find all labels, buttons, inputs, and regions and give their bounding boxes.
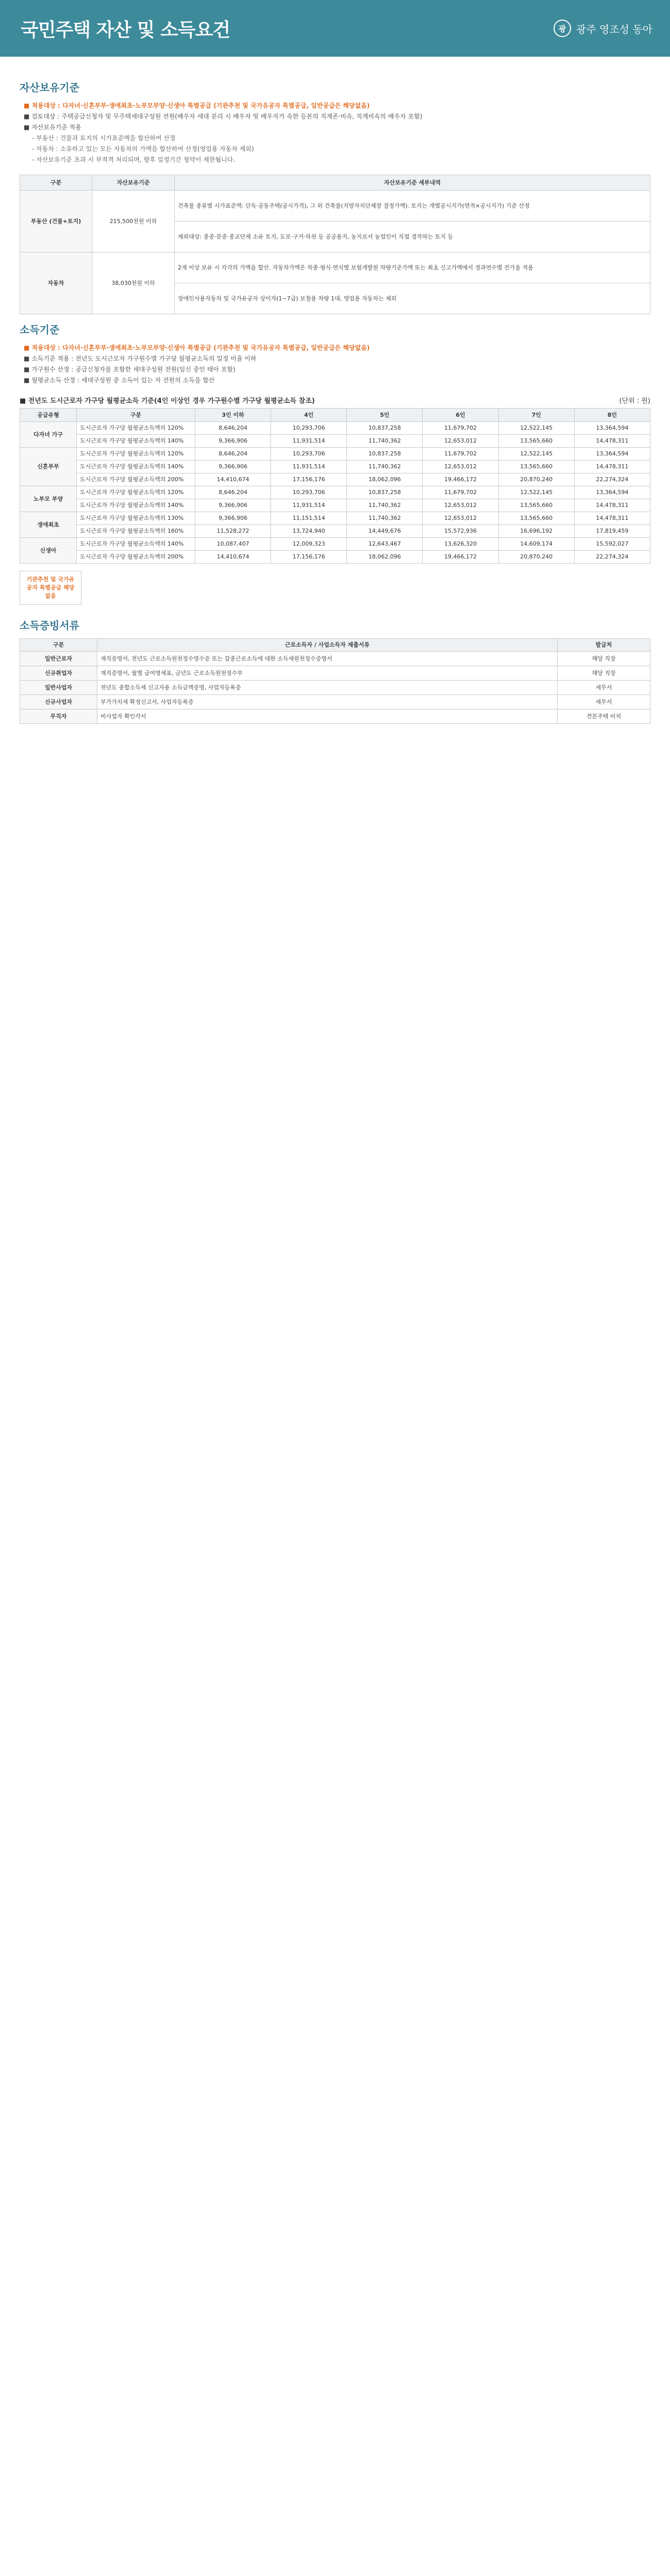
supply-type: 신생아 <box>20 538 77 564</box>
table-row <box>20 422 650 435</box>
income-value: 13,364,594 <box>574 422 650 435</box>
income-value: 22,274,324 <box>574 473 650 486</box>
income-ratio: 도시근로자 가구당 월평균소득액의 120% <box>77 422 195 435</box>
income-value: 8,646,204 <box>195 422 271 435</box>
doc-docs: 전년도 종합소득세 신고자용 소득금액증명, 사업자등록증 <box>97 681 558 695</box>
table-row <box>20 538 650 551</box>
income-value: 14,478,311 <box>574 435 650 448</box>
table-row <box>20 461 650 473</box>
doc-kind: 일반사업자 <box>20 681 97 695</box>
doc-issuer: 견본주택 비치 <box>558 709 650 724</box>
page-title: 국민주택 자산 및 소득요건 <box>21 19 230 41</box>
asset-limit: 38,030천원 이하 <box>92 252 175 314</box>
income-value: 12,643,467 <box>347 538 423 551</box>
income-value: 16,696,192 <box>498 525 574 538</box>
asset-detail: 2개 이상 보유 시 각각의 가액을 합산. 자동차가액은 차종·형식·연식별 보험개발원 차량기준가액 또는 최초 신고가액에서 경과연수별 잔가율 적용 <box>175 252 650 283</box>
income-ratio: 도시근로자 가구당 월평균소득액의 140% <box>77 435 195 448</box>
income-value: 13,565,660 <box>498 499 574 512</box>
asset-note: - 자동차 : 소유하고 있는 모든 자동차의 가액을 합산하여 산정(영업용 자동차 제외) <box>32 145 254 152</box>
income-note: ■ 월평균소득 산정 : 세대구성원 중 소득이 있는 자 전원의 소득을 합산 <box>24 377 215 384</box>
income-value: 14,410,674 <box>195 473 271 486</box>
income-value: 13,724,940 <box>271 525 347 538</box>
income-note: ■ 소득기준 적용 : 전년도 도시근로자 가구원수별 가구당 월평균소득의 일정 비율 이하 <box>24 355 257 362</box>
income-value: 9,366,906 <box>195 461 271 473</box>
asset-note: - 자산보유기준 초과 시 부적격 처리되며, 향후 일정기간 청약이 제한됩니다. <box>32 156 236 163</box>
income-table-unit: (단위 : 원) <box>619 397 650 405</box>
supply-type: 다자녀 가구 <box>20 422 77 448</box>
income-value: 12,653,012 <box>423 499 498 512</box>
asset-detail: 제외대상: 종중·문중·종교단체 소유 토지, 도로·구거·하천 등 공공용지, 농지로서 농업인이 직접 경작하는 토지 등 <box>175 222 650 252</box>
table-header: 구분 <box>20 175 92 191</box>
doc-docs: 부가가치세 확정신고서, 사업자등록증 <box>97 695 558 709</box>
doc-docs: 재직증명서, 월별 급여명세표, 금년도 근로소득원천징수부 <box>97 666 558 681</box>
table-header: 3인 이하 <box>195 409 271 422</box>
income-value: 14,609,174 <box>498 538 574 551</box>
table-row <box>20 499 650 512</box>
income-ratio: 도시근로자 가구당 월평균소득액의 200% <box>77 473 195 486</box>
asset-notes <box>20 100 650 165</box>
income-value: 11,740,362 <box>347 512 423 525</box>
asset-type: 자동차 <box>20 252 92 314</box>
income-table-title <box>20 395 650 405</box>
income-value: 13,364,594 <box>574 448 650 461</box>
income-section-title: 소득기준 <box>20 324 60 336</box>
page-header <box>0 0 670 57</box>
table-header: 공급유형 <box>20 409 77 422</box>
income-value: 14,410,674 <box>195 551 271 564</box>
income-value: 13,364,594 <box>574 486 650 499</box>
table-row <box>20 512 650 525</box>
income-legend: 기관추천 및 국가유공자 특별공급 해당없음 <box>20 571 81 605</box>
asset-note: - 부동산 : 건물과 토지의 시가표준액을 합산하여 산정 <box>32 134 176 142</box>
income-value: 12,653,012 <box>423 512 498 525</box>
brand-logo-icon: 광 <box>554 20 571 37</box>
table-row <box>20 709 650 724</box>
brand <box>554 20 652 37</box>
income-value: 11,740,362 <box>347 435 423 448</box>
income-value: 13,565,660 <box>498 512 574 525</box>
table-row <box>20 666 650 681</box>
income-ratio: 도시근로자 가구당 월평균소득액의 160% <box>77 525 195 538</box>
table-header: 발급처 <box>558 639 650 652</box>
income-value: 17,156,176 <box>271 551 347 564</box>
income-value: 12,522,145 <box>498 422 574 435</box>
income-ratio: 도시근로자 가구당 월평균소득액의 140% <box>77 461 195 473</box>
income-value: 12,522,145 <box>498 448 574 461</box>
table-row <box>20 191 650 222</box>
doc-kind: 신규사업자 <box>20 695 97 709</box>
income-value: 15,592,027 <box>574 538 650 551</box>
income-value: 18,062,096 <box>347 473 423 486</box>
table-row <box>20 695 650 709</box>
income-value: 11,931,514 <box>271 461 347 473</box>
asset-criteria-table <box>20 175 650 314</box>
income-value: 22,274,324 <box>574 551 650 564</box>
table-header: 구분 <box>77 409 195 422</box>
doc-docs: 재직증명서, 전년도 근로소득원천징수영수증 또는 갑종근로소득에 대한 소득세원천징수증명서 <box>97 652 558 666</box>
table-header: 6인 <box>423 409 498 422</box>
income-value: 10,293,706 <box>271 422 347 435</box>
table-row <box>20 448 650 461</box>
income-ratio: 도시근로자 가구당 월평균소득액의 140% <box>77 538 195 551</box>
income-table-title-text: ■ 전년도 도시근로자 가구당 월평균소득 기준(4인 이상인 경우 가구원수별 가구당 월평균소득 참조) <box>20 397 315 405</box>
table-header: 자산보유기준 세부내역 <box>175 175 650 191</box>
doc-issuer: 세무서 <box>558 695 650 709</box>
table-header: 7인 <box>498 409 574 422</box>
asset-section-title: 자산보유기준 <box>20 81 79 94</box>
income-value: 10,837,258 <box>347 422 423 435</box>
income-note: ■ 적용대상 : 다자녀·신혼부부·생애최초·노부모부양·신생아 특별공급 (기관추천 및 국가유공자 특별공급, 일반공급은 해당없음) <box>24 344 370 351</box>
doc-issuer: 세무서 <box>558 681 650 695</box>
income-value: 20,870,240 <box>498 551 574 564</box>
income-ratio: 도시근로자 가구당 월평균소득액의 130% <box>77 512 195 525</box>
table-row <box>20 652 650 666</box>
table-header: 8인 <box>574 409 650 422</box>
income-value: 13,565,660 <box>498 435 574 448</box>
income-notes <box>20 343 650 386</box>
docs-section-title: 소득증빙서류 <box>20 619 79 632</box>
table-row <box>20 473 650 486</box>
asset-detail: 장애인사용자동차 및 국가유공자 상이자(1~7급) 보철용 차량 1대, 영업용 자동차는 제외 <box>175 283 650 314</box>
docs-table <box>20 638 650 724</box>
income-value: 13,565,660 <box>498 461 574 473</box>
income-value: 9,366,906 <box>195 512 271 525</box>
asset-type: 부동산 (건물+토지) <box>20 191 92 252</box>
income-value: 11,740,362 <box>347 499 423 512</box>
main-content <box>0 57 670 752</box>
income-value: 11,528,272 <box>195 525 271 538</box>
income-value: 9,366,906 <box>195 499 271 512</box>
doc-kind: 일반근로자 <box>20 652 97 666</box>
asset-limit: 215,500천원 이하 <box>92 191 175 252</box>
table-header: 근로소득자 / 사업소득자 제출서류 <box>97 639 558 652</box>
brand-name: 광주 영조성 동아 <box>576 23 652 36</box>
income-ratio: 도시근로자 가구당 월평균소득액의 140% <box>77 499 195 512</box>
income-value: 17,156,176 <box>271 473 347 486</box>
income-table-body <box>20 422 650 564</box>
doc-kind: 신규취업자 <box>20 666 97 681</box>
income-value: 9,366,906 <box>195 435 271 448</box>
income-value: 14,478,311 <box>574 461 650 473</box>
supply-type: 신혼부부 <box>20 448 77 486</box>
income-value: 12,009,323 <box>271 538 347 551</box>
income-value: 10,293,706 <box>271 486 347 499</box>
income-value: 10,293,706 <box>271 448 347 461</box>
income-value: 12,522,145 <box>498 486 574 499</box>
income-value: 14,478,311 <box>574 512 650 525</box>
income-value: 11,931,514 <box>271 499 347 512</box>
income-value: 8,646,204 <box>195 486 271 499</box>
income-value: 11,151,514 <box>271 512 347 525</box>
income-table <box>20 408 650 564</box>
income-value: 19,466,172 <box>423 473 498 486</box>
income-value: 11,679,702 <box>423 486 498 499</box>
page-footer-spacer <box>20 731 650 752</box>
table-row <box>20 486 650 499</box>
docs-table-body <box>20 652 650 724</box>
table-row <box>20 681 650 695</box>
supply-type: 노부모 부양 <box>20 486 77 512</box>
income-value: 11,679,702 <box>423 448 498 461</box>
doc-issuer: 해당 직장 <box>558 652 650 666</box>
table-header: 4인 <box>271 409 347 422</box>
income-value: 15,572,936 <box>423 525 498 538</box>
table-header: 구분 <box>20 639 97 652</box>
income-value: 11,931,514 <box>271 435 347 448</box>
income-value: 10,837,258 <box>347 486 423 499</box>
income-value: 10,837,258 <box>347 448 423 461</box>
asset-detail: 건축물 종류별 시가표준액: 단독·공동주택(공시가격), 그 외 건축물(지방자치단체장 결정가액). 토지는 개별공시지가(면적×공시지가) 기준 산정 <box>175 191 650 222</box>
table-row <box>20 551 650 564</box>
income-value: 20,870,240 <box>498 473 574 486</box>
doc-kind: 무직자 <box>20 709 97 724</box>
income-value: 14,478,311 <box>574 499 650 512</box>
income-ratio: 도시근로자 가구당 월평균소득액의 120% <box>77 448 195 461</box>
income-value: 8,646,204 <box>195 448 271 461</box>
income-value: 11,679,702 <box>423 422 498 435</box>
income-value: 12,653,012 <box>423 461 498 473</box>
table-row <box>20 525 650 538</box>
income-ratio: 도시근로자 가구당 월평균소득액의 200% <box>77 551 195 564</box>
income-value: 13,626,320 <box>423 538 498 551</box>
income-value: 10,087,407 <box>195 538 271 551</box>
asset-note: ■ 검토대상 : 주택공급신청자 및 무주택세대구성원 전원(배우자 세대 분리 시 배우자 및 배우자가 속한 등본의 직계존·비속, 직계비속의 배우자 포함) <box>24 113 423 120</box>
income-note: ■ 가구원수 산정 : 공급신청자를 포함한 세대구성원 전원(임신 중인 태아 포함) <box>24 366 236 373</box>
income-value: 19,466,172 <box>423 551 498 564</box>
table-header: 자산보유기준 <box>92 175 175 191</box>
table-row <box>20 435 650 448</box>
income-value: 11,740,362 <box>347 461 423 473</box>
income-value: 12,653,012 <box>423 435 498 448</box>
table-row <box>20 252 650 283</box>
asset-note: ■ 자산보유기준 적용 <box>24 124 81 131</box>
income-value: 18,062,096 <box>347 551 423 564</box>
supply-type: 생애최초 <box>20 512 77 538</box>
table-header: 5인 <box>347 409 423 422</box>
income-value: 17,819,459 <box>574 525 650 538</box>
asset-note: ■ 적용대상 : 다자녀·신혼부부·생애최초·노부모부양·신생아 특별공급 (기관추천 및 국가유공자 특별공급, 일반공급은 해당없음) <box>24 102 370 109</box>
doc-docs: 비사업자 확인각서 <box>97 709 558 724</box>
income-ratio: 도시근로자 가구당 월평균소득액의 120% <box>77 486 195 499</box>
doc-issuer: 해당 직장 <box>558 666 650 681</box>
income-value: 14,449,676 <box>347 525 423 538</box>
